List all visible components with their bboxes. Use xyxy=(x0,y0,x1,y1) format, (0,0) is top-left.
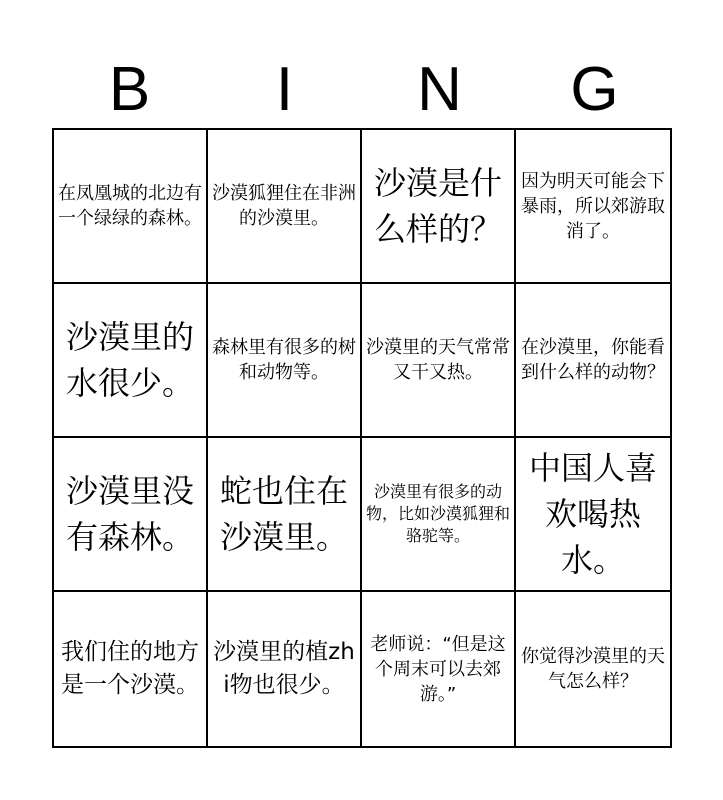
cell-text: 森林里有很多的树和动物等。 xyxy=(212,337,356,383)
header-letter-n: N xyxy=(417,55,462,124)
bingo-cell-4[interactable] xyxy=(516,130,670,284)
bingo-cell-10[interactable] xyxy=(208,438,362,592)
bingo-cell-9[interactable] xyxy=(54,438,208,592)
cell-text: 老师说：“但是这个周末可以去郊游。” xyxy=(370,633,506,705)
bingo-header xyxy=(52,52,672,128)
cell-text: 在凤凰城的北边有一个绿绿的森林。 xyxy=(58,183,202,229)
cell-text: 沙漠里有很多的动物，比如沙漠狐狸和骆驼等。 xyxy=(365,482,510,545)
cell-text: 沙漠狐狸住在非洲的沙漠里。 xyxy=(212,183,356,229)
bingo-cell-11[interactable] xyxy=(362,438,516,592)
bingo-cell-3[interactable] xyxy=(362,130,516,284)
cell-text: 沙漠里的天气常常又干又热。 xyxy=(366,337,510,383)
bingo-cell-13[interactable] xyxy=(54,592,208,746)
cell-text: 沙漠里的植zhi物也很少。 xyxy=(213,639,355,698)
bingo-grid xyxy=(52,128,672,748)
cell-text: 沙漠里的水很少。 xyxy=(65,318,194,402)
bingo-cell-16[interactable] xyxy=(516,592,670,746)
bingo-cell-6[interactable] xyxy=(208,284,362,438)
bingo-cell-5[interactable] xyxy=(54,284,208,438)
cell-text: 我们住的地方是一个沙漠。 xyxy=(61,639,199,698)
cell-text: 你觉得沙漠里的天气怎么样？ xyxy=(521,646,665,692)
cell-text: 中国人喜欢喝热水。 xyxy=(528,449,657,579)
cell-text: 沙漠是什么样的？ xyxy=(373,164,502,248)
cell-text: 蛇也住在沙漠里。 xyxy=(219,472,348,556)
bingo-cell-1[interactable] xyxy=(54,130,208,284)
header-letter-b: B xyxy=(108,55,151,124)
cell-text: 沙漠里没有森林。 xyxy=(65,472,194,556)
bingo-cell-15[interactable] xyxy=(362,592,516,746)
cell-text: 在沙漠里，你能看到什么样的动物？ xyxy=(521,337,665,383)
cell-text: 因为明天可能会下暴雨，所以郊游取消了。 xyxy=(521,170,665,242)
header-letter-i: I xyxy=(275,55,294,124)
bingo-cell-14[interactable] xyxy=(208,592,362,746)
bingo-cell-2[interactable] xyxy=(208,130,362,284)
bingo-cell-12[interactable] xyxy=(516,438,670,592)
bingo-cell-7[interactable] xyxy=(362,284,516,438)
bingo-cell-8[interactable] xyxy=(516,284,670,438)
header-letter-g: G xyxy=(570,55,619,124)
